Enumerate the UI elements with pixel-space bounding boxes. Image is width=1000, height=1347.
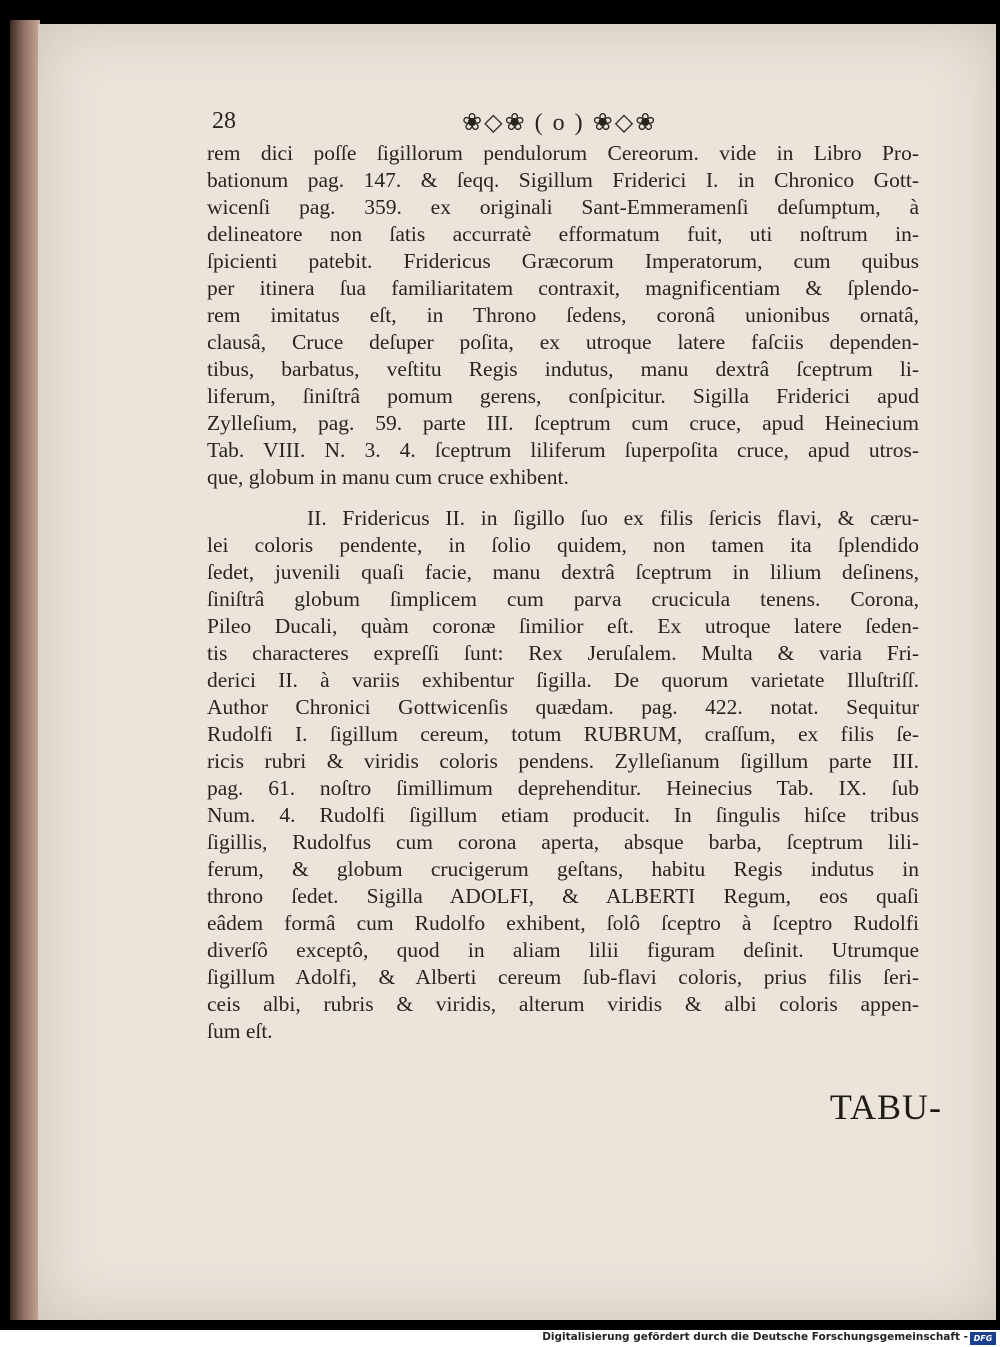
text-line: throno ſedet. Sigilla ADOLFI, & ALBERTI Regum, eos quaſi <box>207 884 919 908</box>
text-line: delineatore non ſatis accurratè efformatum fuit, uti noſtrum in- <box>207 222 919 246</box>
text-line: rem imitatus eſt, in Throno ſedens, coronâ unionibus ornatâ, <box>207 303 919 327</box>
text-line: diverſô exceptô, quod in aliam lilii figuram deſinit. Utrumque <box>207 938 919 962</box>
catchword: TABU- <box>829 1087 942 1127</box>
text-line: ceis albi, rubris & viridis, alterum viridis & albi coloris appen- <box>207 992 919 1016</box>
text-line: Tab. VIII. N. 3. 4. ſceptrum liliferum ſuperpoſita cruce, apud utros- <box>207 438 919 462</box>
paragraph-1 <box>207 140 919 491</box>
text-line: ſiniſtrâ globum ſimplicem cum parva crucicula tenens. Corona, <box>207 587 919 611</box>
text-line: ferum, & globum crucigerum geſtans, habitu Regis indutus in <box>207 857 919 881</box>
text-line: ſedet, juvenili quaſi facie, manu dextrâ ſceptrum in lilium deſinens, <box>207 560 919 584</box>
footer-credit: Digitalisierung gefördert durch die Deutsche Forschungsgemeinschaft - <box>542 1331 968 1343</box>
text-line: liferum, ſiniſtrâ pomum gerens, conſpicitur. Sigilla Friderici apud <box>207 384 919 408</box>
text-line: wicenſi pag. 359. ex originali Sant-Emmeramenſi deſumptum, à <box>207 195 919 219</box>
text-line: pag. 61. noſtro ſimillimum deprehenditur. Heinecius Tab. IX. ſub <box>207 776 919 800</box>
text-line: tis characteres expreſſi ſunt: Rex Jeruſalem. Multa & varia Fri- <box>207 641 919 665</box>
text-line: eâdem formâ cum Rudolfo exhibent, ſolô ſceptro à ſceptro Rudolfi <box>207 911 919 935</box>
text-line: II. Fridericus II. in ſigillo ſuo ex filis ſericis flavi, & cæru- <box>307 506 919 530</box>
text-line: Pileo Ducali, quàm coronæ ſimilior eſt. Ex utroque latere ſeden- <box>207 614 919 638</box>
page-number: 28 <box>212 108 236 134</box>
text-line: bationum pag. 147. & ſeqq. Sigillum Friderici I. in Chronico Gott- <box>207 168 919 192</box>
text-line: ſigillis, Rudolfus cum corona aperta, absque barba, ſceptrum lili- <box>207 830 919 854</box>
text-line: per itinera ſua familiaritatem contraxit, magnificentiam & ſplendo- <box>207 276 919 300</box>
dfg-logo-icon: DFG <box>970 1332 996 1345</box>
text-line: ſum eſt. <box>207 1019 273 1043</box>
paragraph-2 <box>207 505 919 1045</box>
text-line: ſpicienti patebit. Fridericus Græcorum Imperatorum, cum quibus <box>207 249 919 273</box>
header-ornament: ❀◇❀ ( o ) ❀◇❀ <box>462 110 658 136</box>
footer-bar <box>0 1330 1000 1347</box>
text-line: ricis rubri & viridis coloris pendens. Zylleſianum ſigillum parte III. <box>207 749 919 773</box>
text-line: rem dici poſſe ſigillorum pendulorum Cereorum. vide in Libro Pro- <box>207 141 919 165</box>
text-line: Author Chronici Gottwicenſis quædam. pag. 422. notat. Sequitur <box>207 695 919 719</box>
text-line: tibus, barbatus, veſtitu Regis indutus, manu dextrâ ſceptrum li- <box>207 357 919 381</box>
text-line: clausâ, Cruce deſuper poſita, ex utroque latere faſciis dependen- <box>207 330 919 354</box>
text-line: que, globum in manu cum cruce exhibent. <box>207 465 569 489</box>
text-line: Num. 4. Rudolfi ſigillum etiam producit. In ſingulis hiſce tribus <box>207 803 919 827</box>
text-line: Rudolfi I. ſigillum cereum, totum RUBRUM, craſſum, ex filis ſe- <box>207 722 919 746</box>
page-edge <box>10 20 40 1320</box>
text-line: ſigillum Adolfi, & Alberti cereum ſub-flavi coloris, prius filis ſeri- <box>207 965 919 989</box>
text-line: lei coloris pendente, in ſolio quidem, non tamen ita ſplendido <box>207 533 919 557</box>
text-line: derici II. à variis exhibentur ſigilla. De quorum varietate Illuſtriſſ. <box>207 668 919 692</box>
text-line: Zylleſium, pag. 59. parte III. ſceptrum cum cruce, apud Heinecium <box>207 411 919 435</box>
